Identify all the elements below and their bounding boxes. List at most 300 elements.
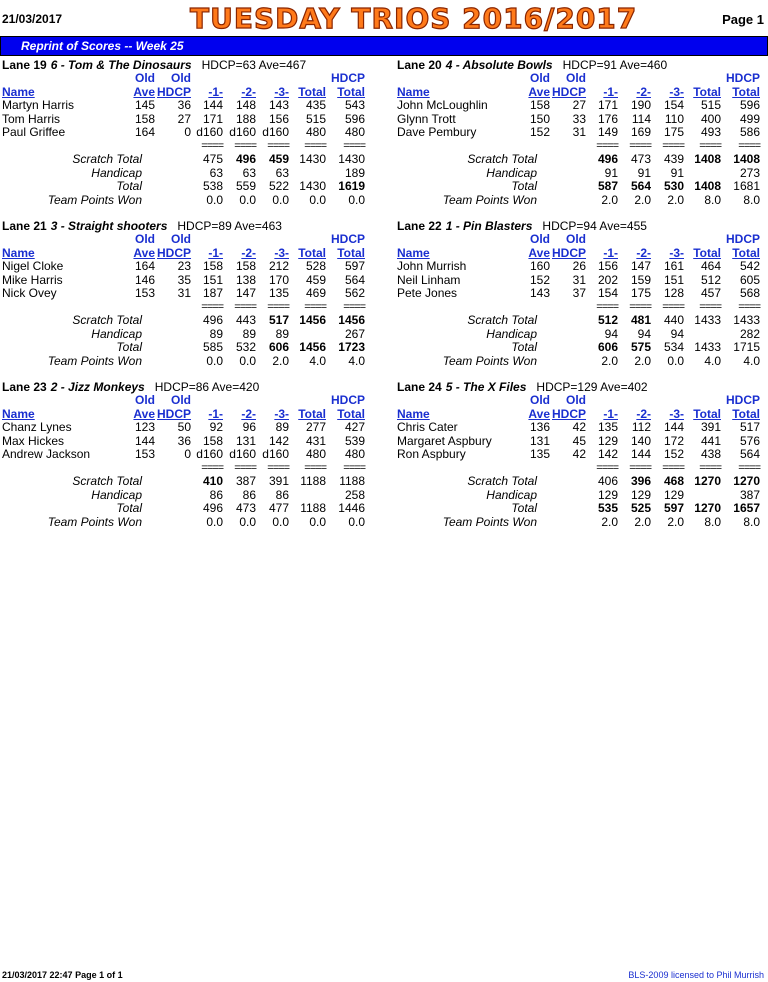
total-row	[397, 502, 768, 516]
player-ave: 123	[134, 420, 155, 434]
handicap-row	[2, 328, 382, 342]
total-row	[397, 341, 768, 355]
player-hdcp: 33	[572, 111, 586, 126]
player-row	[397, 448, 768, 462]
col-ave: Ave	[528, 84, 550, 99]
col-hdcp-total-top: HDCP	[725, 393, 760, 407]
player-hdcp: 31	[177, 286, 191, 300]
handicap-row-g1: 89	[209, 326, 223, 341]
player-name: Pete Jones	[397, 286, 458, 300]
player-hdcp: 26	[572, 259, 586, 273]
player-row	[397, 260, 768, 274]
team-points-row-total: 4.0	[309, 353, 326, 368]
handicap-row-g2: 91	[637, 165, 651, 180]
col-game-1: -1-	[208, 406, 223, 421]
total-row-label: Total	[116, 340, 142, 354]
scratch-total-row-hdcp-total: 1456	[338, 313, 365, 327]
player-row	[397, 274, 768, 288]
player-hdcp: 31	[572, 272, 586, 287]
separator: ====	[201, 300, 223, 313]
player-ave: 152	[529, 272, 550, 287]
player-g2: 140	[630, 433, 651, 448]
col-game-2: -2-	[636, 406, 651, 421]
team-points-row-label: Team Points Won	[442, 514, 537, 529]
scratch-total-row-g2: 396	[630, 474, 651, 488]
column-header	[397, 408, 768, 422]
separator-row	[397, 462, 768, 476]
team-points-row-total: 0.0	[309, 192, 326, 207]
player-hdcp: 27	[177, 111, 191, 126]
scratch-total-row-total: 1270	[694, 474, 721, 488]
player-row	[2, 99, 382, 113]
scratch-total-row-g1: 475	[202, 152, 223, 166]
team-points-row-hdcp-total: 4.0	[743, 353, 760, 368]
col-hdcp-total: Total	[732, 245, 760, 260]
page-number: Page 1	[722, 12, 764, 27]
footer-license: BLS-2009 licensed to Phil Murrish	[628, 970, 764, 980]
player-name: Max Hickes	[2, 433, 65, 448]
handicap-row-g1: 91	[604, 165, 618, 180]
player-total: 464	[700, 259, 721, 273]
lane-heading	[2, 380, 382, 394]
col-game-2: -2-	[241, 84, 256, 99]
scratch-total-row-hdcp-total: 1270	[733, 474, 760, 488]
col-ave: Ave	[528, 245, 550, 260]
separator: ====	[596, 300, 618, 313]
banner-text: Reprint of Scores -- Week 25	[21, 39, 184, 53]
player-g1: 171	[202, 111, 223, 126]
handicap-row	[397, 167, 768, 181]
player-g3: 175	[663, 125, 684, 139]
team-points-row-hdcp-total: 4.0	[348, 353, 365, 368]
separator: ====	[699, 139, 721, 152]
scratch-total-row-g1: 496	[202, 313, 223, 327]
column-header-top	[2, 394, 382, 408]
lane-number: Lane 21	[2, 219, 47, 233]
player-g1: 149	[597, 125, 618, 139]
player-hdcp-total: 568	[739, 286, 760, 300]
total-row-total: 1430	[299, 179, 326, 193]
handicap-row	[397, 489, 768, 503]
player-g1: 158	[202, 259, 223, 273]
player-name: Nick Ovey	[2, 286, 57, 300]
player-g1: 156	[597, 259, 618, 273]
col-old-hdcp: Old	[171, 232, 191, 246]
player-ave: 135	[529, 447, 550, 461]
col-old-hdcp: Old	[171, 71, 191, 85]
total-row-g2: 564	[630, 179, 651, 193]
scratch-total-row-g1: 406	[597, 474, 618, 488]
team-name: 1 - Pin Blasters	[445, 219, 533, 233]
col-total: Total	[693, 245, 721, 260]
player-g2: 144	[630, 447, 651, 461]
player-total: 441	[700, 433, 721, 448]
player-hdcp: 31	[572, 125, 586, 139]
scratch-total-row-label: Scratch Total	[72, 313, 142, 327]
col-name: Name	[2, 406, 35, 421]
team-points-row-g2: 2.0	[634, 514, 651, 529]
lane-heading	[397, 219, 768, 233]
total-row-total: 1408	[694, 179, 721, 193]
player-g3: 154	[663, 98, 684, 112]
player-g3: 110	[664, 111, 684, 126]
player-hdcp: 45	[572, 433, 586, 448]
col-old-ave: Old	[530, 232, 550, 246]
col-name: Name	[397, 84, 430, 99]
total-row-label: Total	[116, 501, 142, 515]
separator: ====	[699, 461, 721, 474]
col-old-ave: Old	[530, 393, 550, 407]
player-g2: 96	[242, 420, 256, 434]
scratch-total-row-g1: 410	[202, 474, 223, 488]
col-name: Name	[397, 406, 430, 421]
separator: ====	[234, 300, 256, 313]
team-points-row-g3: 2.0	[667, 514, 684, 529]
player-row	[397, 126, 768, 140]
player-g1: 144	[202, 98, 223, 112]
team-name: 5 - The X Files	[445, 380, 527, 394]
separator: ====	[596, 461, 618, 474]
scratch-total-row	[2, 314, 382, 328]
total-row-label: Total	[511, 340, 537, 354]
player-g3: 151	[663, 272, 684, 287]
player-hdcp-total: 543	[344, 98, 365, 112]
col-hdcp-total-top: HDCP	[725, 71, 760, 85]
player-g2: 114	[631, 111, 651, 126]
total-row-g3: 522	[268, 179, 289, 193]
team-points-row-total: 4.0	[704, 353, 721, 368]
separator-row	[2, 301, 382, 315]
col-total: Total	[298, 245, 326, 260]
separator: ====	[304, 300, 326, 313]
team-points-row	[397, 355, 768, 369]
player-hdcp-total: 542	[739, 259, 760, 273]
player-ave: 144	[134, 433, 155, 448]
player-hdcp: 0	[184, 125, 191, 139]
column-header-top	[397, 394, 768, 408]
player-ave: 158	[134, 111, 155, 126]
player-total: 493	[700, 125, 721, 139]
player-g1: d160	[196, 447, 223, 461]
col-hdcp: HDCP	[157, 84, 192, 99]
scratch-total-row-total: 1188	[300, 474, 326, 488]
handicap-row	[397, 328, 768, 342]
col-hdcp-total: Total	[732, 406, 760, 421]
player-total: 528	[305, 259, 326, 273]
col-hdcp: HDCP	[552, 84, 587, 99]
player-g1: 92	[209, 420, 223, 434]
player-total: 457	[700, 286, 721, 300]
team-handicap-average: HDCP=89 Ave=463	[177, 219, 282, 233]
col-ave: Ave	[133, 406, 155, 421]
col-game-2: -2-	[241, 406, 256, 421]
player-g1: 158	[202, 433, 223, 448]
player-total: 431	[305, 433, 326, 448]
player-g2: 131	[235, 433, 256, 448]
handicap-row	[2, 167, 382, 181]
player-row	[2, 113, 382, 127]
player-total: 512	[700, 272, 721, 287]
handicap-row-g3: 94	[670, 326, 684, 341]
total-row-g2: 532	[235, 340, 256, 354]
lane-number: Lane 23	[2, 380, 47, 394]
team-points-row-label: Team Points Won	[47, 192, 142, 207]
player-hdcp-total: 597	[344, 259, 365, 273]
separator: ====	[267, 300, 289, 313]
scratch-total-row-g3: 468	[663, 474, 684, 488]
scratch-total-row-label: Scratch Total	[72, 474, 142, 488]
separator: ====	[267, 461, 289, 474]
total-row-total: 1433	[694, 340, 721, 354]
separator: ====	[304, 461, 326, 474]
total-row-g1: 587	[597, 179, 618, 193]
player-g2: 112	[631, 420, 651, 434]
total-row-hdcp-total: 1715	[733, 340, 760, 354]
col-hdcp-total-top: HDCP	[725, 232, 760, 246]
separator-row	[397, 140, 768, 154]
player-hdcp: 50	[177, 420, 191, 434]
team-handicap-average: HDCP=129 Ave=402	[536, 380, 648, 394]
handicap-row-g1: 94	[604, 326, 618, 341]
player-g3: 212	[268, 259, 289, 273]
player-total: 391	[700, 420, 721, 434]
player-g1: 154	[597, 286, 618, 300]
separator: ====	[629, 461, 651, 474]
report-title: TUESDAY TRIOS 2016/2017	[190, 2, 638, 35]
player-name: Nigel Cloke	[2, 259, 64, 273]
separator-row	[2, 140, 382, 154]
scratch-total-row-total: 1433	[694, 313, 721, 327]
handicap-row	[2, 489, 382, 503]
player-hdcp: 35	[177, 272, 191, 287]
team-points-row-hdcp-total: 0.0	[348, 192, 365, 207]
separator: ====	[738, 461, 760, 474]
handicap-row-g2: 94	[637, 326, 651, 341]
player-hdcp: 27	[572, 98, 586, 112]
col-hdcp: HDCP	[157, 406, 192, 421]
col-hdcp-total-top: HDCP	[330, 232, 365, 246]
col-game-1: -1-	[603, 245, 618, 260]
player-g3: 143	[268, 98, 289, 112]
handicap-row-label: Handicap	[91, 487, 142, 502]
scratch-total-row-g3: 440	[663, 313, 684, 327]
scratch-total-row-total: 1408	[694, 152, 721, 166]
team-points-row-g1: 2.0	[601, 514, 618, 529]
separator: ====	[343, 139, 365, 152]
total-row-total: 1270	[694, 501, 721, 515]
team-points-row-hdcp-total: 8.0	[743, 192, 760, 207]
player-g3: 142	[268, 433, 289, 448]
scratch-total-row-g1: 512	[597, 313, 618, 327]
player-g1: 142	[597, 447, 618, 461]
col-hdcp: HDCP	[552, 245, 587, 260]
player-total: 480	[305, 447, 326, 461]
separator: ====	[662, 300, 684, 313]
separator: ====	[738, 300, 760, 313]
player-row	[2, 448, 382, 462]
column-header	[2, 86, 382, 100]
player-hdcp: 42	[572, 420, 586, 434]
total-row-total: 1456	[299, 340, 326, 354]
column-header-top	[397, 72, 768, 86]
separator: ====	[201, 139, 223, 152]
player-name: Chanz Lynes	[2, 420, 72, 434]
col-ave: Ave	[528, 406, 550, 421]
player-row	[397, 113, 768, 127]
handicap-row-hdcp-total: 282	[739, 326, 760, 341]
team-points-row-label: Team Points Won	[442, 192, 537, 207]
handicap-row-hdcp-total: 273	[739, 165, 760, 180]
total-row-hdcp-total: 1446	[338, 501, 365, 515]
player-g1: 129	[597, 433, 618, 448]
player-g3: 170	[268, 272, 289, 287]
team-points-row	[397, 516, 768, 530]
team-handicap-average: HDCP=94 Ave=455	[542, 219, 647, 233]
scratch-total-row-g3: 517	[268, 313, 289, 327]
scratch-total-row-label: Scratch Total	[72, 152, 142, 166]
week-banner	[0, 36, 768, 56]
total-row-total: 1188	[300, 501, 326, 515]
player-ave: 146	[134, 272, 155, 287]
total-row-g1: 606	[597, 340, 618, 354]
player-g1: 187	[202, 286, 223, 300]
player-g3: d160	[262, 125, 289, 139]
handicap-row-g3: 86	[275, 487, 289, 502]
col-hdcp-total-top: HDCP	[330, 71, 365, 85]
total-row-g1: 538	[202, 179, 223, 193]
lane-block	[397, 219, 768, 368]
player-hdcp-total: 480	[344, 447, 365, 461]
col-hdcp-total-top: HDCP	[330, 393, 365, 407]
total-row-g2: 575	[630, 340, 651, 354]
handicap-row-g1: 63	[209, 165, 223, 180]
total-row-g1: 496	[202, 501, 223, 515]
player-name: Tom Harris	[2, 111, 61, 126]
footer-timestamp: 21/03/2017 22:47 Page 1 of 1	[2, 970, 123, 980]
handicap-row-hdcp-total: 189	[344, 165, 365, 180]
team-points-row-g3: 0.0	[272, 192, 289, 207]
player-row	[2, 274, 382, 288]
handicap-row-label: Handicap	[91, 326, 142, 341]
player-ave: 145	[134, 98, 155, 112]
scratch-total-row-hdcp-total: 1430	[338, 152, 365, 166]
separator-row	[2, 462, 382, 476]
separator: ====	[662, 139, 684, 152]
player-name: Ron Aspbury	[397, 447, 466, 461]
separator: ====	[662, 461, 684, 474]
col-hdcp-total: Total	[337, 406, 365, 421]
team-points-row-g3: 0.0	[272, 514, 289, 529]
player-ave: 136	[529, 420, 550, 434]
scratch-total-row	[2, 475, 382, 489]
lane-heading	[397, 58, 768, 72]
column-header-top	[2, 72, 382, 86]
total-row-hdcp-total: 1723	[338, 340, 365, 354]
player-hdcp: 36	[177, 433, 191, 448]
scratch-total-row	[2, 153, 382, 167]
separator: ====	[343, 461, 365, 474]
lane-number: Lane 19	[2, 58, 47, 72]
scratch-total-row-g3: 391	[268, 474, 289, 488]
player-row	[397, 435, 768, 449]
player-total: 515	[700, 98, 721, 112]
col-game-1: -1-	[603, 84, 618, 99]
player-g1: 176	[597, 111, 618, 126]
total-row	[2, 341, 382, 355]
total-row-g3: 606	[268, 340, 289, 354]
team-points-row-g2: 2.0	[634, 192, 651, 207]
player-ave: 153	[134, 447, 155, 461]
player-g2: 147	[235, 286, 256, 300]
team-points-row-g2: 0.0	[239, 514, 256, 529]
column-header	[397, 86, 768, 100]
scratch-total-row-total: 1456	[299, 313, 326, 327]
team-points-row-g2: 2.0	[634, 353, 651, 368]
team-points-row-g1: 0.0	[206, 514, 223, 529]
col-old-ave: Old	[530, 71, 550, 85]
col-old-hdcp: Old	[566, 232, 586, 246]
col-old-hdcp: Old	[171, 393, 191, 407]
col-game-2: -2-	[636, 245, 651, 260]
player-hdcp: 23	[177, 259, 191, 273]
scratch-total-row-g2: 443	[235, 313, 256, 327]
team-handicap-average: HDCP=91 Ave=460	[562, 58, 668, 72]
team-points-row-g1: 0.0	[206, 353, 223, 368]
col-game-3: -3-	[669, 406, 684, 421]
player-g3: 89	[275, 420, 289, 434]
player-row	[2, 126, 382, 140]
separator: ====	[234, 139, 256, 152]
team-points-row-total: 0.0	[309, 514, 326, 529]
player-ave: 143	[529, 286, 550, 300]
player-hdcp-total: 576	[739, 433, 760, 448]
lane-block	[2, 219, 382, 368]
player-g2: d160	[229, 125, 256, 139]
player-name: Martyn Harris	[2, 98, 75, 112]
total-row-g2: 473	[235, 501, 256, 515]
col-old-ave: Old	[135, 71, 155, 85]
player-g2: 148	[235, 98, 256, 112]
player-g2: 190	[630, 98, 651, 112]
lane-number: Lane 24	[397, 380, 442, 394]
col-hdcp: HDCP	[552, 406, 587, 421]
handicap-row-label: Handicap	[91, 165, 142, 180]
player-hdcp-total: 427	[344, 420, 365, 434]
handicap-row-g2: 129	[630, 487, 651, 502]
player-hdcp-total: 596	[739, 98, 760, 112]
scratch-total-row-hdcp-total: 1188	[339, 474, 365, 488]
scratch-total-row-g3: 439	[663, 152, 684, 166]
scratch-total-row-hdcp-total: 1433	[733, 313, 760, 327]
col-hdcp: HDCP	[157, 245, 192, 260]
team-points-row	[397, 194, 768, 208]
team-points-row-label: Team Points Won	[47, 353, 142, 368]
player-g1: d160	[196, 125, 223, 139]
player-name: Dave Pembury	[397, 125, 477, 139]
lane-heading	[2, 219, 382, 233]
player-total: 480	[305, 125, 326, 139]
total-row-g3: 597	[663, 501, 684, 515]
player-total: 459	[305, 272, 326, 287]
player-g3: 161	[663, 259, 684, 273]
player-ave: 164	[134, 259, 155, 273]
col-total: Total	[298, 406, 326, 421]
player-g2: 147	[630, 259, 651, 273]
player-ave: 150	[529, 111, 550, 126]
player-total: 277	[305, 420, 326, 434]
player-row	[2, 435, 382, 449]
total-row-g3: 530	[663, 179, 684, 193]
